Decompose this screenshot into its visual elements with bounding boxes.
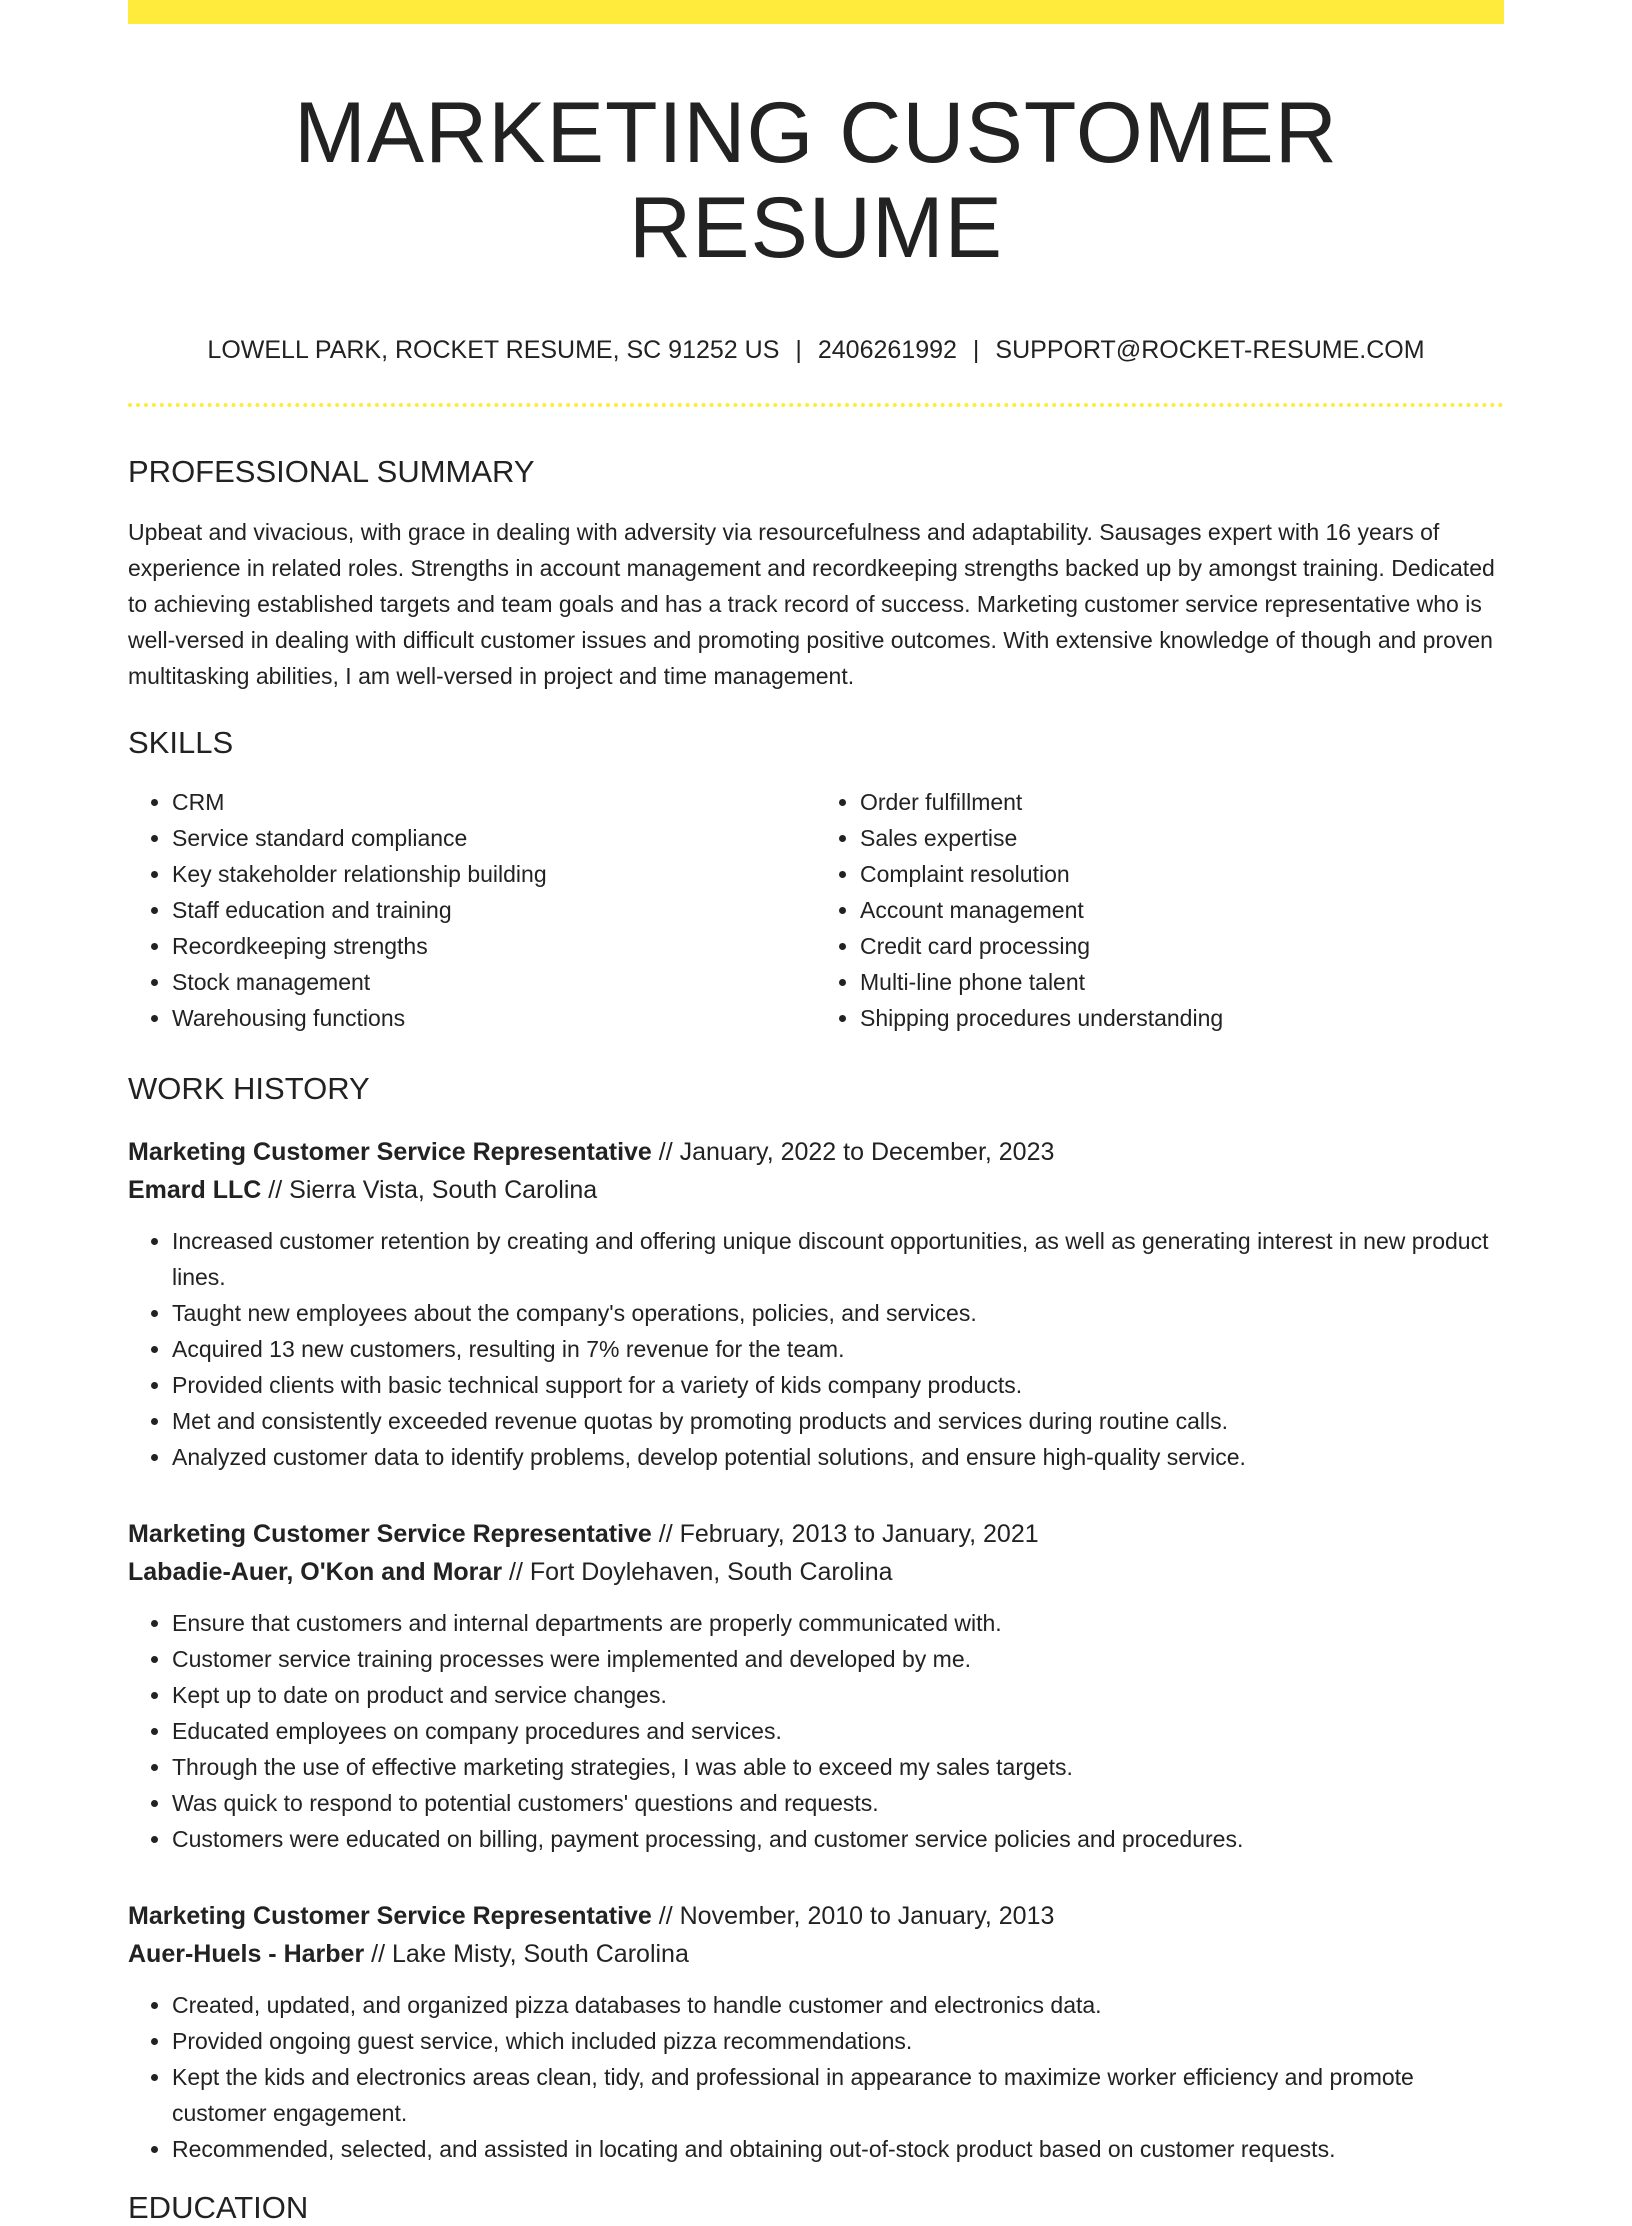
job-bullets	[128, 1223, 1504, 1475]
resume-title: MARKETING CUSTOMER RESUME	[294, 85, 1338, 276]
section-title-skills: SKILLS	[128, 725, 234, 761]
skill-item: • Sales expertise	[860, 820, 1504, 856]
job-bullet: • Kept up to date on product and service changes.	[172, 1677, 1504, 1713]
resume-page	[128, 0, 1504, 2226]
job-dates: // February, 2013 to January, 2021	[651, 1519, 1039, 1548]
skill-item: • Shipping procedures understanding	[860, 1000, 1504, 1036]
skill-item: • Complaint resolution	[860, 856, 1504, 892]
job-location: // Sierra Vista, South Carolina	[261, 1175, 598, 1204]
job-company: Emard LLC	[128, 1175, 262, 1204]
job-title-line	[128, 1897, 1504, 1935]
accent-bar	[128, 0, 1504, 24]
skill-item: • Order fulfillment	[860, 784, 1504, 820]
contact-email: SUPPORT@ROCKET-RESUME.COM	[995, 336, 1425, 365]
contact-separator: |	[972, 336, 980, 365]
job-company: Labadie-Auer, O'Kon and Morar	[128, 1557, 503, 1586]
job-role: Marketing Customer Service Representative	[128, 1901, 652, 1930]
job-bullet: • Ensure that customers and internal departments are properly communicated with.	[172, 1605, 1504, 1641]
skills-columns	[128, 784, 1504, 1036]
job-bullet: • Provided clients with basic technical support for a variety of kids company products.	[172, 1367, 1504, 1403]
contact-separator: |	[795, 336, 802, 365]
skill-item: • Credit card processing	[860, 928, 1504, 964]
job-bullet: • Analyzed customer data to identify problems, develop potential solutions, and ensure high-quality service.	[172, 1439, 1504, 1475]
job-bullet: • Recommended, selected, and assisted in locating and obtaining out-of-stock product based on customer requests.	[172, 2131, 1504, 2167]
job-role: Marketing Customer Service Representative	[128, 1137, 652, 1166]
skill-item: • Stock management	[172, 964, 816, 1000]
job-company: Auer-Huels - Harber	[128, 1939, 365, 1968]
skill-item: • Multi-line phone talent	[860, 964, 1504, 1000]
job-role: Marketing Customer Service Representative	[128, 1519, 652, 1548]
job-bullet: • Taught new employees about the company's operations, policies, and services.	[172, 1295, 1504, 1331]
job-dates: // November, 2010 to January, 2013	[651, 1901, 1055, 1930]
skill-item: • Warehousing functions	[172, 1000, 816, 1036]
job-title-line	[128, 1133, 1504, 1171]
contact-phone: 2406261992	[817, 336, 957, 365]
work-history-list	[128, 1133, 1504, 2167]
section-title-education: EDUCATION	[128, 2189, 309, 2225]
job-location: // Lake Misty, South Carolina	[364, 1939, 689, 1968]
job-bullet: • Met and consistently exceeded revenue quotas by promoting products and services during routine calls.	[172, 1403, 1504, 1439]
job-bullet: • Was quick to respond to potential customers' questions and requests.	[172, 1785, 1504, 1821]
job-bullet: • Through the use of effective marketing strategies, I was able to exceed my sales targets.	[172, 1749, 1504, 1785]
job-title-line	[128, 1515, 1504, 1553]
job-bullets	[128, 1605, 1504, 1857]
job-entry	[128, 1515, 1504, 1857]
job-bullet: • Acquired 13 new customers, resulting in 7% revenue for the team.	[172, 1331, 1504, 1367]
skill-item: • Account management	[860, 892, 1504, 928]
skill-item: • Key stakeholder relationship building	[172, 856, 816, 892]
job-entry	[128, 1897, 1504, 2167]
job-bullets	[128, 1987, 1504, 2167]
job-bullet: • Kept the kids and electronics areas clean, tidy, and professional in appearance to maximize worker efficiency and promote customer engagement.	[172, 2059, 1504, 2131]
job-company-line	[128, 1553, 1504, 1591]
summary-text: Upbeat and vivacious, with grace in dealing with adversity via resourcefulness and adaptability. Sausages expert with 16 years of experience in related roles. Strengths in account management and recordkeeping strengths backed up by amongst training. Dedicated to achieving established targets and team goals and has a track record of success. Marketing customer service representative who is well-versed in dealing with difficult customer issues and promoting positive outcomes. With extensive knowledge of though and proven multitasking abilities, I am well-versed in project and time management.	[128, 519, 1495, 690]
job-location: // Fort Doylehaven, South Carolina	[502, 1557, 893, 1586]
job-company-line	[128, 1935, 1504, 1973]
skill-item: • Staff education and training	[172, 892, 816, 928]
contact-address: LOWELL PARK, ROCKET RESUME, SC 91252 US	[207, 336, 780, 365]
skill-item: • Recordkeeping strengths	[172, 928, 816, 964]
contact-line	[128, 335, 1504, 365]
job-bullet: • Educated employees on company procedures and services.	[172, 1713, 1504, 1749]
job-entry	[128, 1133, 1504, 1475]
skill-item: • Service standard compliance	[172, 820, 816, 856]
skills-list-left	[128, 784, 816, 1036]
section-title-work-history: WORK HISTORY	[128, 1070, 370, 1106]
job-dates: // January, 2022 to December, 2023	[651, 1137, 1055, 1166]
job-company-line	[128, 1171, 1504, 1209]
skills-list-right	[816, 784, 1504, 1036]
skill-item: • CRM	[172, 784, 816, 820]
job-bullet: • Created, updated, and organized pizza databases to handle customer and electronics data.	[172, 1987, 1504, 2023]
section-title-summary: PROFESSIONAL SUMMARY	[128, 454, 535, 490]
job-bullet: • Customer service training processes were implemented and developed by me.	[172, 1641, 1504, 1677]
dotted-divider	[128, 403, 1504, 407]
job-bullet: • Provided ongoing guest service, which included pizza recommendations.	[172, 2023, 1504, 2059]
job-bullet: • Customers were educated on billing, payment processing, and customer service policies and procedures.	[172, 1821, 1504, 1857]
job-bullet: • Increased customer retention by creating and offering unique discount opportunities, as well as generating interest in new product lines.	[172, 1223, 1504, 1295]
